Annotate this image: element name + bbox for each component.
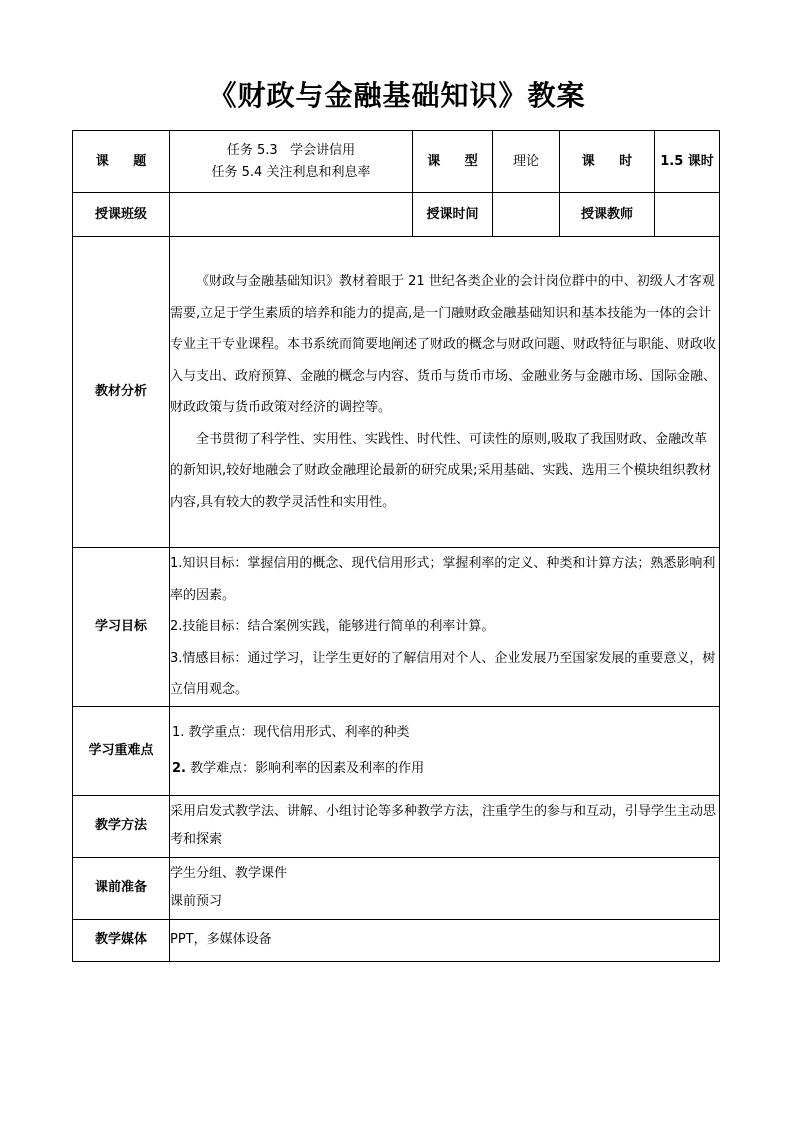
goal-item-knowledge: 1.知识目标：掌握信用的概念、现代信用形式；掌握利率的定义、种类和计算方法；熟悉影响利率的因素。: [170, 556, 716, 603]
type-value: 理论: [493, 131, 560, 193]
keypoint-difficulty-text: 教学难点：影响利率的因素及利率的作用: [185, 760, 425, 776]
type-label: 课 型: [413, 131, 493, 193]
keypoints-row: [73, 706, 720, 795]
analysis-paragraph-1: 《财政与金融基础知识》教材着眼于 21 世纪各类企业的会计岗位群中的中、初级人才客观需要,立足于学生素质的培养和能力的提高,是一门融财政金融基础知识和基本技能为一体的会计专业主干专业课程。本书系统而简要地阐述了财政的概念与财政问题、财政特征与职能、财政收入与支出、政府预算、金融的概念与内容、货币与货币市场、金融业务与金融市场、国际金融、财政政策与货币政策对经济的调控等。: [170, 274, 717, 415]
methods-label: 教学方法: [73, 795, 170, 857]
keypoint-focus-number: 1.: [172, 724, 185, 740]
teacher-label: 授课教师: [560, 193, 655, 237]
time-value: [493, 193, 560, 237]
class-value: [170, 193, 413, 237]
course-value: [170, 131, 413, 193]
keypoints-content: [170, 706, 720, 795]
prep-line-1: 学生分组、教学课件: [170, 866, 288, 881]
header-row: [73, 131, 720, 193]
class-label: 授课班级: [73, 193, 170, 237]
media-content: PPT，多媒体设备: [170, 919, 720, 961]
hours-value: 1.5 课时: [655, 131, 720, 193]
analysis-paragraph-2: 全书贯彻了科学性、实用性、实践性、时代性、可读性的原则,吸取了我国财政、金融改革的新知识,较好地融会了财政金融理论最新的研究成果;采用基础、实践、选用三个模块组织教材内容,具有较大的教学灵活性和实用性。: [170, 431, 712, 510]
analysis-label: 教材分析: [73, 237, 170, 548]
page-title: 《财政与金融基础知识》教案: [208, 79, 586, 112]
prep-row: [73, 857, 720, 919]
course-label: 课 题: [73, 131, 170, 193]
goal-item-emotion: 3.情感目标：通过学习，让学生更好的了解信用对个人、企业发展乃至国家发展的重要意义，树立信用观念。: [170, 650, 716, 697]
goal-item-skill: 2.技能目标：结合案例实践，能够进行简单的利率计算。: [170, 619, 495, 634]
course-line-2: 任务 5.4 关注利息和利息率: [211, 164, 371, 180]
methods-row: [73, 795, 720, 857]
analysis-content: [170, 237, 720, 548]
hours-label: 课 时: [560, 131, 655, 193]
keypoint-focus: [170, 715, 719, 751]
prep-content: [170, 857, 720, 919]
prep-label: 课前准备: [73, 857, 170, 919]
keypoint-difficulty: [170, 751, 719, 787]
goals-label: 学习目标: [73, 548, 170, 707]
methods-text: 采用启发式教学法、讲解、小组讨论等多种教学方法，注重学生的参与和互动，引导学生主动思考和探索: [170, 804, 717, 847]
keypoints-label: 学习重难点: [73, 706, 170, 795]
goals-row: [73, 548, 720, 707]
methods-content: [170, 795, 720, 857]
keypoint-difficulty-number: 2.: [172, 760, 186, 776]
keypoint-focus-text: 教学重点：现代信用形式、利率的种类: [184, 724, 410, 740]
media-row: [73, 919, 720, 961]
class-row: [73, 193, 720, 237]
media-label: 教学媒体: [73, 919, 170, 961]
lesson-plan-table: [72, 130, 720, 962]
goals-content: [170, 548, 720, 707]
time-label: 授课时间: [413, 193, 493, 237]
course-line-1: 任务 5.3 学会讲信用: [226, 142, 356, 158]
analysis-row: [73, 237, 720, 548]
teacher-value: [655, 193, 720, 237]
prep-line-2: 课前预习: [170, 894, 223, 909]
